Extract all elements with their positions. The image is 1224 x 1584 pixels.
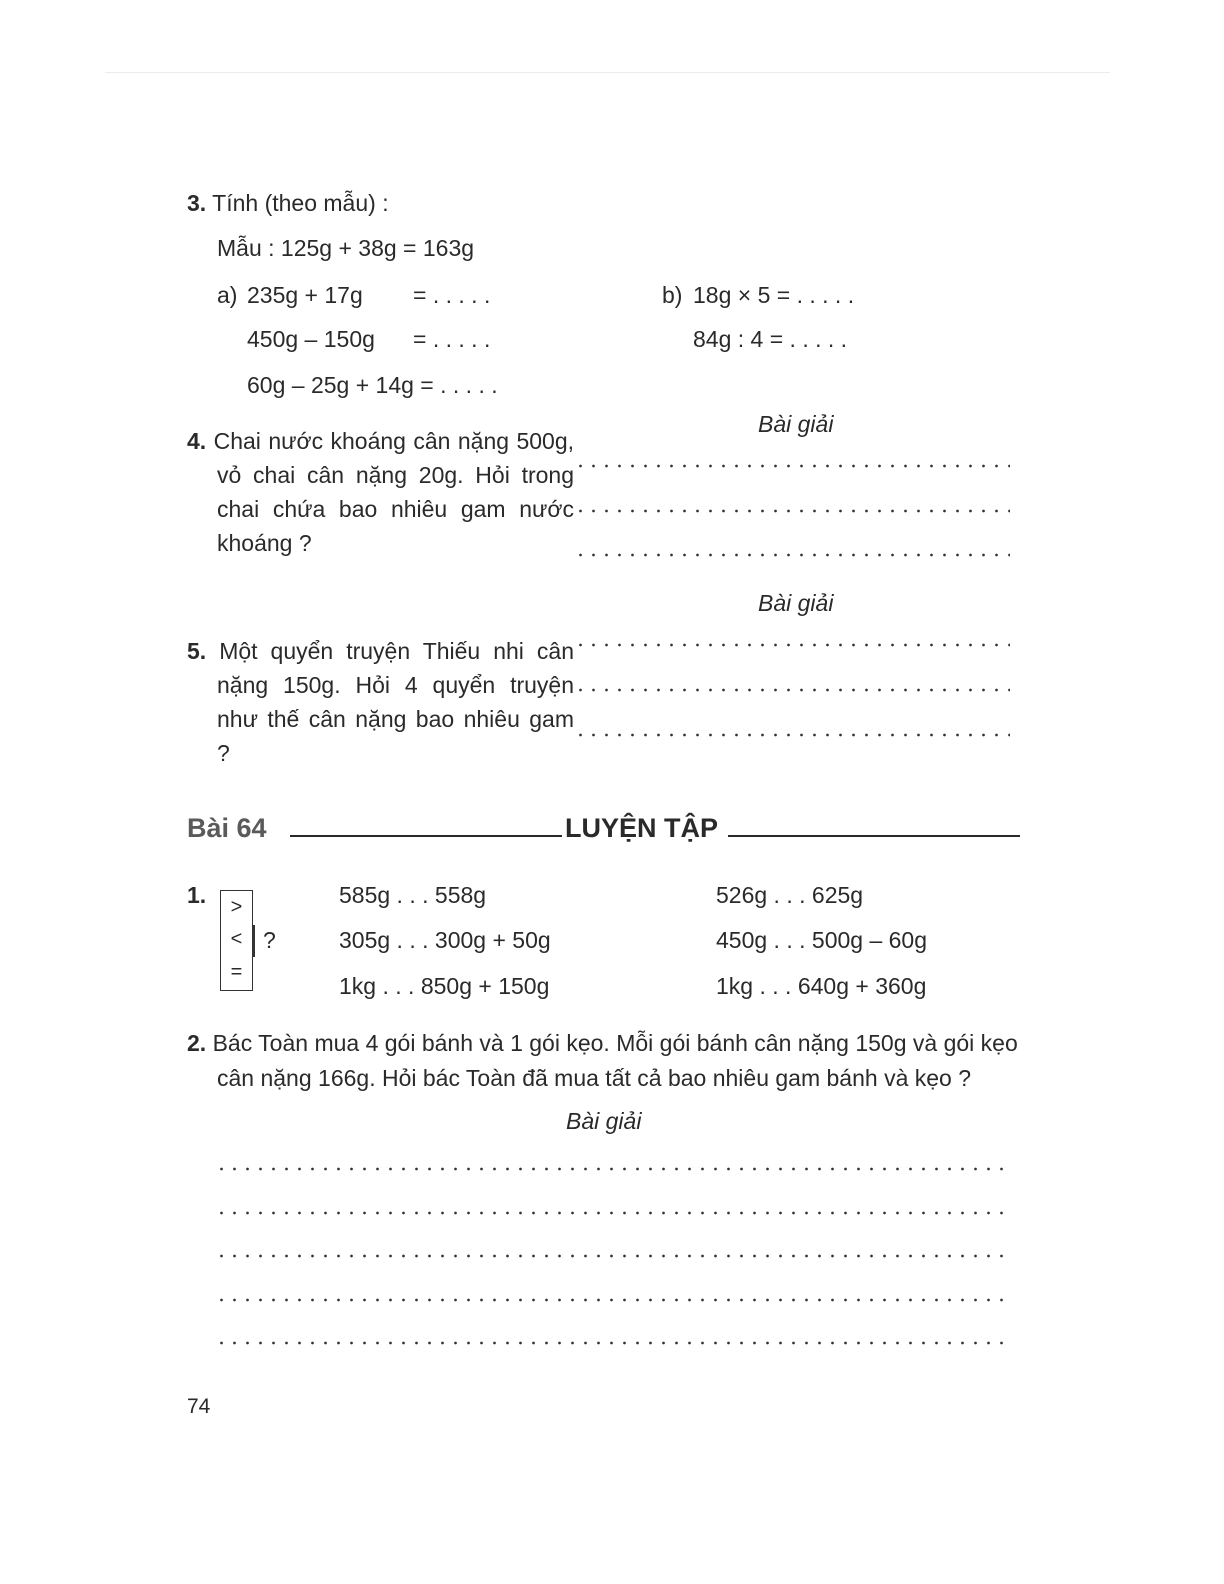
practice-2-answer-line[interactable] — [215, 1341, 1010, 1345]
practice-1-number: 1. — [187, 882, 207, 908]
exercise-4-text: Chai nước khoáng cân nặng 500g, vỏ chai cân nặng 20g. Hỏi trong chai chứa bao nhiêu gam nước khoáng ? — [213, 428, 575, 556]
exercise-4-solution-label: Bài giải — [758, 411, 834, 437]
exercise-4-answer-line[interactable] — [574, 509, 1010, 513]
practice-2-number: 2. — [187, 1030, 207, 1056]
exercise-3a-expr-1: 235g + 17g — [247, 282, 363, 308]
exercise-3-sample: Mẫu : 125g + 38g = 163g — [217, 235, 475, 261]
practice-2-answer-line[interactable] — [215, 1211, 1010, 1215]
practice-2-solution-label: Bài giải — [566, 1108, 642, 1134]
lesson-heading-rule-left — [290, 835, 562, 837]
comparison-left-2: 305g . . . 300g + 50g — [339, 927, 551, 953]
exercise-3a-expr-3: 60g – 25g + 14g = . . . . . — [247, 372, 498, 398]
exercise-5-number: 5. — [187, 638, 207, 664]
exercise-5-answer-line[interactable] — [574, 643, 1010, 647]
practice-2-answer-line[interactable] — [215, 1254, 1010, 1258]
less-than-symbol: < — [230, 928, 243, 950]
comparison-question-mark: ? — [263, 927, 276, 953]
exercise-5-text: Một quyển truyện Thiếu nhi cân nặng 150g. Hỏi 4 quyển truyện như thế cân nặng bao nhiêu gam ? — [217, 638, 574, 766]
practice-2-line-1 — [187, 1030, 1018, 1057]
exercise-3b-label: b) — [662, 282, 683, 308]
practice-2-answer-line[interactable] — [215, 1167, 1010, 1171]
exercise-4-answer-line[interactable] — [574, 464, 1010, 468]
practice-2-text-2: cân nặng 166g. Hỏi bác Toàn đã mua tất cả bao nhiêu gam bánh và kẹo ? — [217, 1065, 972, 1091]
exercise-3b-expr-2: 84g : 4 = . . . . . — [693, 326, 848, 352]
lesson-number: Bài 64 — [187, 813, 267, 843]
practice-2-text-1: Bác Toàn mua 4 gói bánh và 1 gói kẹo. Mỗi gói bánh cân nặng 150g và gói kẹo — [212, 1030, 1018, 1056]
exercise-3a-answer-1: = . . . . . — [413, 282, 491, 308]
exercise-3-number: 3. — [187, 190, 207, 216]
comparison-left-1: 585g . . . 558g — [339, 882, 487, 908]
exercise-3b-expr-1: 18g × 5 = . . . . . — [693, 282, 855, 308]
exercise-5-problem — [187, 634, 574, 770]
comparison-right-3: 1kg . . . 640g + 360g — [716, 973, 927, 999]
comparison-right-2: 450g . . . 500g – 60g — [716, 927, 928, 953]
symbols-box-divider — [253, 925, 255, 957]
exercise-5-solution-label: Bài giải — [758, 590, 834, 616]
exercise-3a-expr-2: 450g – 150g — [247, 326, 375, 352]
equals-symbol: = — [230, 961, 243, 983]
lesson-heading-rule-right — [728, 835, 1020, 837]
comparison-left-3: 1kg . . . 850g + 150g — [339, 973, 550, 999]
exercise-3-title: Tính (theo mẫu) : — [212, 190, 389, 216]
exercise-3-heading — [187, 190, 389, 217]
exercise-3a-label: a) — [217, 282, 238, 308]
exercise-3a-answer-2: = . . . . . — [413, 326, 491, 352]
exercise-4-problem — [187, 424, 574, 560]
exercise-5-answer-line[interactable] — [574, 688, 1010, 692]
exercise-4-number: 4. — [187, 428, 207, 454]
lesson-title: LUYỆN TẬP — [565, 813, 719, 843]
exercise-4-answer-line[interactable] — [574, 553, 1010, 557]
practice-2-answer-line[interactable] — [215, 1298, 1010, 1302]
greater-than-symbol: > — [230, 896, 243, 918]
exercise-5-answer-line[interactable] — [574, 733, 1010, 737]
page-top-rule — [105, 72, 1110, 73]
page-number: 74 — [187, 1395, 211, 1418]
comparison-right-1: 526g . . . 625g — [716, 882, 864, 908]
